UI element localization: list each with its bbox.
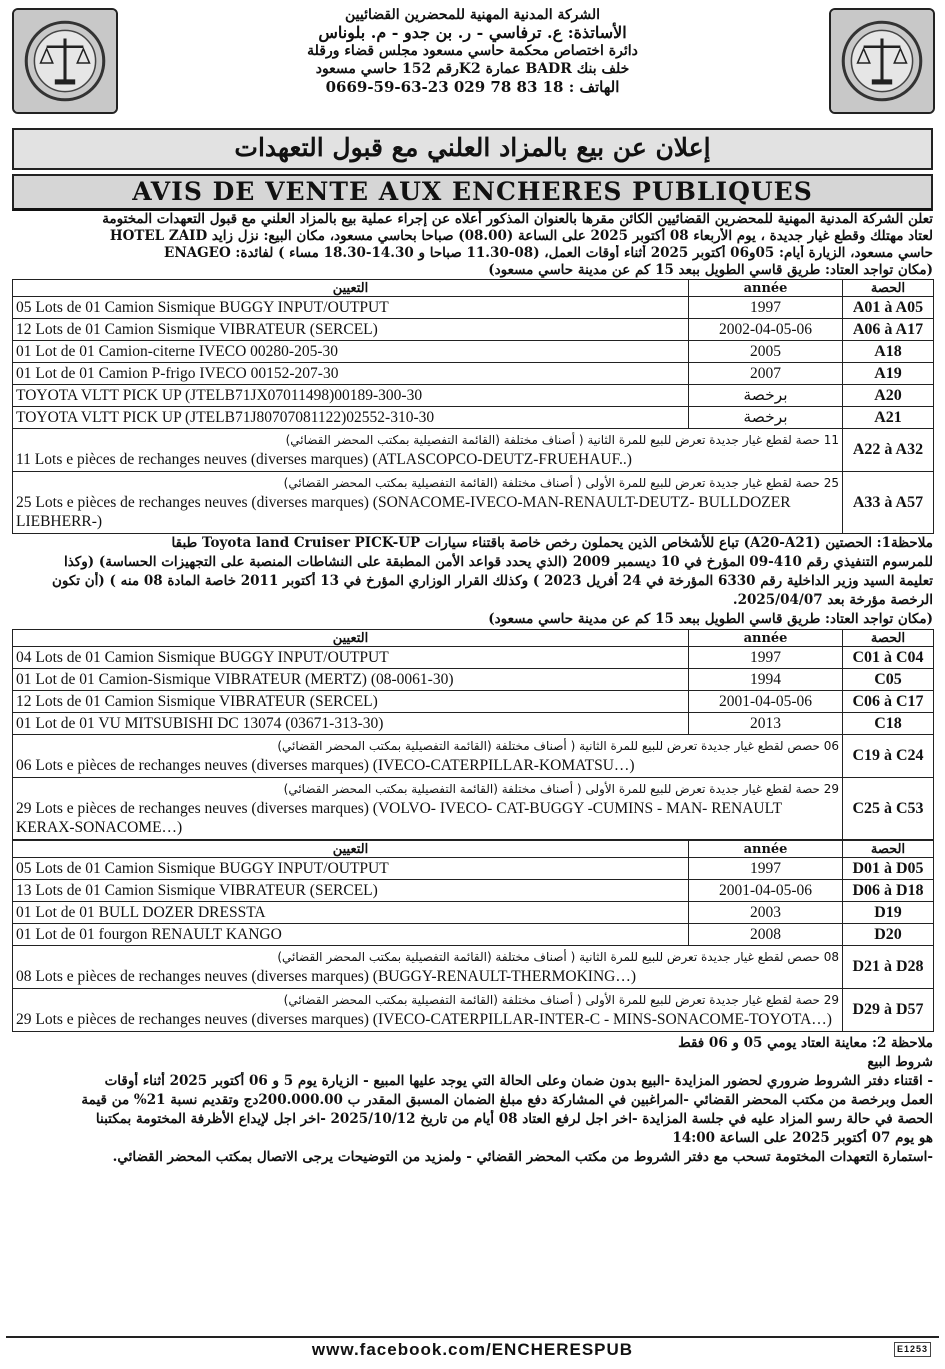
condition-line: الحصة في حالة رسو المزاد عليه في جلسة المزايدة -اخر اجل لرفع العتاد 08 أيام من تاريخ 2025/10/12 -اخر اجل لإيداع الأظرفة المختومة بمكتبنا <box>95 1111 933 1127</box>
table-row: 05 Lots de 01 Camion Sismique BUGGY INPUT/OUTPUT 1997 A01 à A05 <box>13 297 934 319</box>
condition-line: هو يوم 07 أكتوبر 2025 على الساعة 14:00 <box>672 1130 933 1146</box>
intro-line: حاسي مسعود، الزيارة أيام: 05و06 أكتوبر 2025 أثناء أوقات العمل، (08-11.30 صباحا و 14.30-18.30 مساء ) لفائدة: ENAGEO <box>164 245 933 261</box>
table-row-parts: 29 حصة لقطع غيار جديدة تعرض للبيع للمرة الأولى ( أصناف مختلفة (القائمة التفصيلية بمكتب المحضر القضائي) 29 Lots e pièces de rechanges neuves (diverses marques) (IVECO-CATERPILLAR-INTER-C - MINS-SONACOME-TOYOTA…) D29 à D57 <box>13 989 934 1032</box>
letterhead <box>6 4 939 126</box>
table-row-parts: 06 حصص لقطع غيار جديدة تعرض للبيع للمرة الثانية ( أصناف مختلفة (القائمة التفصيلية بمكتب المحضر القضائي) 06 Lots e pièces de rechanges neuves (diverses marques) (IVECO-CATERPILLAR-KOMATSU…) C19 à C24 <box>13 735 934 778</box>
header-designation: التعيين <box>13 841 689 858</box>
parts-designation: 06 Lots e pièces de rechanges neuves (diverses marques) (IVECO-CATERPILLAR-KOMATSU…) <box>16 757 635 774</box>
lots-table-a <box>12 279 934 534</box>
partners-line: الأساتذة: ع. ترفاسي - ر. بن جدو - م. بلوناس <box>318 23 627 42</box>
parts-designation: 29 Lots e pièces de rechanges neuves (diverses marques) (VOLVO- IVECO- CAT-BUGGY -CUMINS - MAN- RENAULT KERAX-SONACOME…) <box>16 800 782 836</box>
note-line: للمرسوم التنفيذي رقم 410-09 المؤرخ في 10 ديسمبر 2009 (الذي يحدد قواعد الأمن المطبقة على النشاطات المنصبة على التجهيزات الحساسة) (وكذا <box>63 554 933 570</box>
header-lot: الحصة <box>843 841 934 858</box>
reference-code: E1253 <box>894 1342 931 1357</box>
table-row: 01 Lot de 01 Camion P-frigo IVECO 00152-207-30 2007 A19 <box>13 363 934 385</box>
parts-designation: 08 Lots e pièces de rechanges neuves (diverses marques) (BUGGY-RENAULT-THERMOKING…) <box>16 968 636 985</box>
parts-arabic-note: 29 حصة لقطع غيار جديدة تعرض للبيع للمرة الأولى ( أصناف مختلفة (القائمة التفصيلية بمكتب المحضر القضائي) <box>283 993 839 1007</box>
table-row: 12 Lots de 01 Camion Sismique VIBRATEUR (SERCEL) 2002-04-05-06 A06 à A17 <box>13 319 934 341</box>
table-row-parts: 25 حصة لقطع غيار جديدة تعرض للبيع للمرة الأولى ( أصناف مختلفة (القائمة التفصيلية بمكتب المحضر القضائي) 25 Lots e pièces de rechanges neuves (diverses marques) (SONACOME-IVECO-MAN-RENAULT-DEUTZ- BULLDOZER LIEBHERR-) A33 à A57 <box>13 472 934 534</box>
condition-line: العمل وبرخصة من مكتب المحضر القضائي -المراغبين في المشاركة دفع مبلغ الضمان المسبق المقدر ب 200.000.00دج وتقديم نسبة 21% من قيمة <box>81 1092 933 1108</box>
intro-paragraph <box>12 211 933 279</box>
table-row-parts: 08 حصص لقطع غيار جديدة تعرض للبيع للمرة الثانية ( أصناف مختلفة (القائمة التفصيلية بمكتب المحضر القضائي) 08 Lots e pièces de rechanges neuves (diverses marques) (BUGGY-RENAULT-THERMOKING…) D21 à D28 <box>13 946 934 989</box>
note-line: ملاحظة1: الحصتين (A20-A21) تباع للأشخاص الذين يحملون رخص خاصة باقتناء سيارات Toyota land Cruiser PICK-UP طبقا <box>171 535 933 551</box>
table-header <box>13 280 934 297</box>
parts-arabic-note: 25 حصة لقطع غيار جديدة تعرض للبيع للمرة الأولى ( أصناف مختلفة (القائمة التفصيلية بمكتب المحضر القضائي) <box>283 476 839 490</box>
condition-line: شروط البيع <box>867 1054 933 1070</box>
intro-line: (مكان تواجد العتاد: طريق قاسي الطويل ببعد 15 كم عن مدينة حاسي مسعود) <box>488 262 933 278</box>
address-line: خلف بنك BADR عمارة K2رقم 152 حاسي مسعود <box>315 61 630 77</box>
note-line: (مكان تواجد العتاد: طريق قاسي الطويل ببعد 15 كم عن مدينة حاسي مسعود) <box>488 611 933 627</box>
table-row: TOYOTA VLTT PICK UP (JTELB71JX07011498)00189-300-30 برخصة A20 <box>13 385 934 407</box>
table-row: 01 Lot de 01 BULL DOZER DRESSTA 2003 D19 <box>13 902 934 924</box>
condition-line: ملاحظة 2: معاينة العتاد يومي 05 و 06 فقط <box>678 1035 933 1051</box>
parts-designation: 25 Lots e pièces de rechanges neuves (diverses marques) (SONACOME-IVECO-MAN-RENAULT-DEUTZ- BULLDOZER LIEBHERR-) <box>16 494 791 530</box>
parts-arabic-note: 29 حصة لقطع غيار جديدة تعرض للبيع للمرة الأولى ( أصناف مختلفة (القائمة التفصيلية بمكتب المحضر القضائي) <box>283 782 839 796</box>
note-1 <box>12 534 933 629</box>
intro-line: لعتاد مهتلك وقطع غيار جديدة ، يوم الأربعاء 08 أكتوبر 2025 على الساعة (08.00) صباحا بحاسي مسعود، مكان البيع: نزل زايد HOTEL ZAID <box>109 228 933 244</box>
condition-line: -استمارة التعهدات المختومة تسحب مع دفتر الشروط من مكتب المحضر القضائي - ولمزيد من التوضيحات يرجى الاتصال بمكتب المحضر القضائي. <box>112 1149 933 1165</box>
footer <box>6 1336 939 1362</box>
table-header <box>13 630 934 647</box>
condition-line: - اقتناء دفتر الشروط ضروري لحضور المزايدة -البيع بدون ضمان وعلى الحالة التي يوجد عليها المبيع - الزيارة يوم 5 و 06 أكتوبر 2025 أثناء أوقات <box>104 1073 933 1089</box>
table-row-parts: 29 حصة لقطع غيار جديدة تعرض للبيع للمرة الأولى ( أصناف مختلفة (القائمة التفصيلية بمكتب المحضر القضائي) 29 Lots e pièces de rechanges neuves (diverses marques) (VOLVO- IVECO- CAT-BUGGY -CUMINS - MAN- RENAULT KERAX-SONACOME…) C25 à C53 <box>13 778 934 840</box>
note-line: الرخصة مؤرخة بعد 2025/04/07. <box>732 592 933 608</box>
sale-conditions <box>12 1034 933 1167</box>
parts-designation: 11 Lots e pièces de rechanges neuves (diverses marques) (ATLASCOPCO-DEUTZ-FRUEHAUF..) <box>16 451 632 468</box>
title-french: AVIS DE VENTE AUX ENCHERES PUBLIQUES <box>12 174 933 211</box>
header-year: année <box>689 841 843 858</box>
table-row: 01 Lot de 01 Camion-citerne IVECO 00280-205-30 2005 A18 <box>13 341 934 363</box>
table-row-parts: 11 حصة لقطع غيار جديدة تعرض للبيع للمرة الثانية ( أصناف مختلفة (القائمة التفصيلية بمكتب المحضر القضائي) 11 Lots e pièces de rechanges neuves (diverses marques) (ATLASCOPCO-DEUTZ-FRUEHAUF..) A22 à A32 <box>13 429 934 472</box>
title-arabic: إعلان عن بيع بالمزاد العلني مع قبول التعهدات <box>12 128 933 170</box>
header-lot: الحصة <box>843 630 934 647</box>
parts-designation: 29 Lots e pièces de rechanges neuves (diverses marques) (IVECO-CATERPILLAR-INTER-C - MINS-SONACOME-TOYOTA…) <box>16 1011 832 1028</box>
header-year: année <box>689 630 843 647</box>
table-row: 13 Lots de 01 Camion Sismique VIBRATEUR (SERCEL) 2001-04-05-06 D06 à D18 <box>13 880 934 902</box>
lots-table-d <box>12 840 934 1032</box>
phone-line: 0669-59-63-23 الهاتف : 18 83 78 029 <box>325 78 620 96</box>
table-row: 04 Lots de 01 Camion Sismique BUGGY INPUT/OUTPUT 1997 C01 à C04 <box>13 647 934 669</box>
table-row: 01 Lot de 01 VU MITSUBISHI DC 13074 (03671-313-30) 2013 C18 <box>13 713 934 735</box>
auction-notice <box>6 4 939 1364</box>
table-row: 01 Lot de 01 Camion-Sismique VIBRATEUR (MERTZ) (08-0061-30) 1994 C05 <box>13 669 934 691</box>
parts-arabic-note: 08 حصص لقطع غيار جديدة تعرض للبيع للمرة الثانية ( أصناف مختلفة (القائمة التفصيلية بمكتب المحضر القضائي) <box>277 950 839 964</box>
table-row: 12 Lots de 01 Camion Sismique VIBRATEUR (SERCEL) 2001-04-05-06 C06 à C17 <box>13 691 934 713</box>
table-row: 01 Lot de 01 fourgon RENAULT KANGO 2008 D20 <box>13 924 934 946</box>
justice-scales-logo-left <box>12 8 118 114</box>
parts-arabic-note: 11 حصة لقطع غيار جديدة تعرض للبيع للمرة الثانية ( أصناف مختلفة (القائمة التفصيلية بمكتب المحضر القضائي) <box>285 433 839 447</box>
note-line: تعليمة السيد وزير الداخلية رقم 6330 المؤرخة في 24 أفريل 2023 ) وكذلك القرار الوزاري المؤرخ في 13 أكتوبر 2011 خاصة المادة 08 منه ) (أن تكون <box>51 573 933 589</box>
parts-arabic-note: 06 حصص لقطع غيار جديدة تعرض للبيع للمرة الثانية ( أصناف مختلفة (القائمة التفصيلية بمكتب المحضر القضائي) <box>277 739 839 753</box>
header-designation: التعيين <box>13 630 689 647</box>
intro-line: تعلن الشركة المدنية المهنية للمحضرين القضائيين الكائن مقرها بالعنوان المذكور أعلاه عن إجراء عملية بيع بالمزاد العلني مع قبول التعهدات المختومة <box>102 211 933 227</box>
justice-scales-logo-right <box>829 8 935 114</box>
jurisdiction-line: دائرة اختصاص محكمة حاسي مسعود مجلس قضاء ورقلة <box>307 43 638 59</box>
table-row: TOYOTA VLTT PICK UP (JTELB71J80707081122)02552-310-30 برخصة A21 <box>13 407 934 429</box>
table-header <box>13 841 934 858</box>
letterhead-text <box>126 6 819 96</box>
facebook-url[interactable]: www.facebook.com/ENCHERESPUB <box>311 1340 634 1359</box>
header-year: année <box>689 280 843 297</box>
company-name: الشركة المدنية المهنية للمحضرين القضائيين <box>344 7 600 23</box>
header-designation: التعيين <box>13 280 689 297</box>
table-row: 05 Lots de 01 Camion Sismique BUGGY INPUT/OUTPUT 1997 D01 à D05 <box>13 858 934 880</box>
header-lot: الحصة <box>843 280 934 297</box>
lots-table-c <box>12 629 934 840</box>
